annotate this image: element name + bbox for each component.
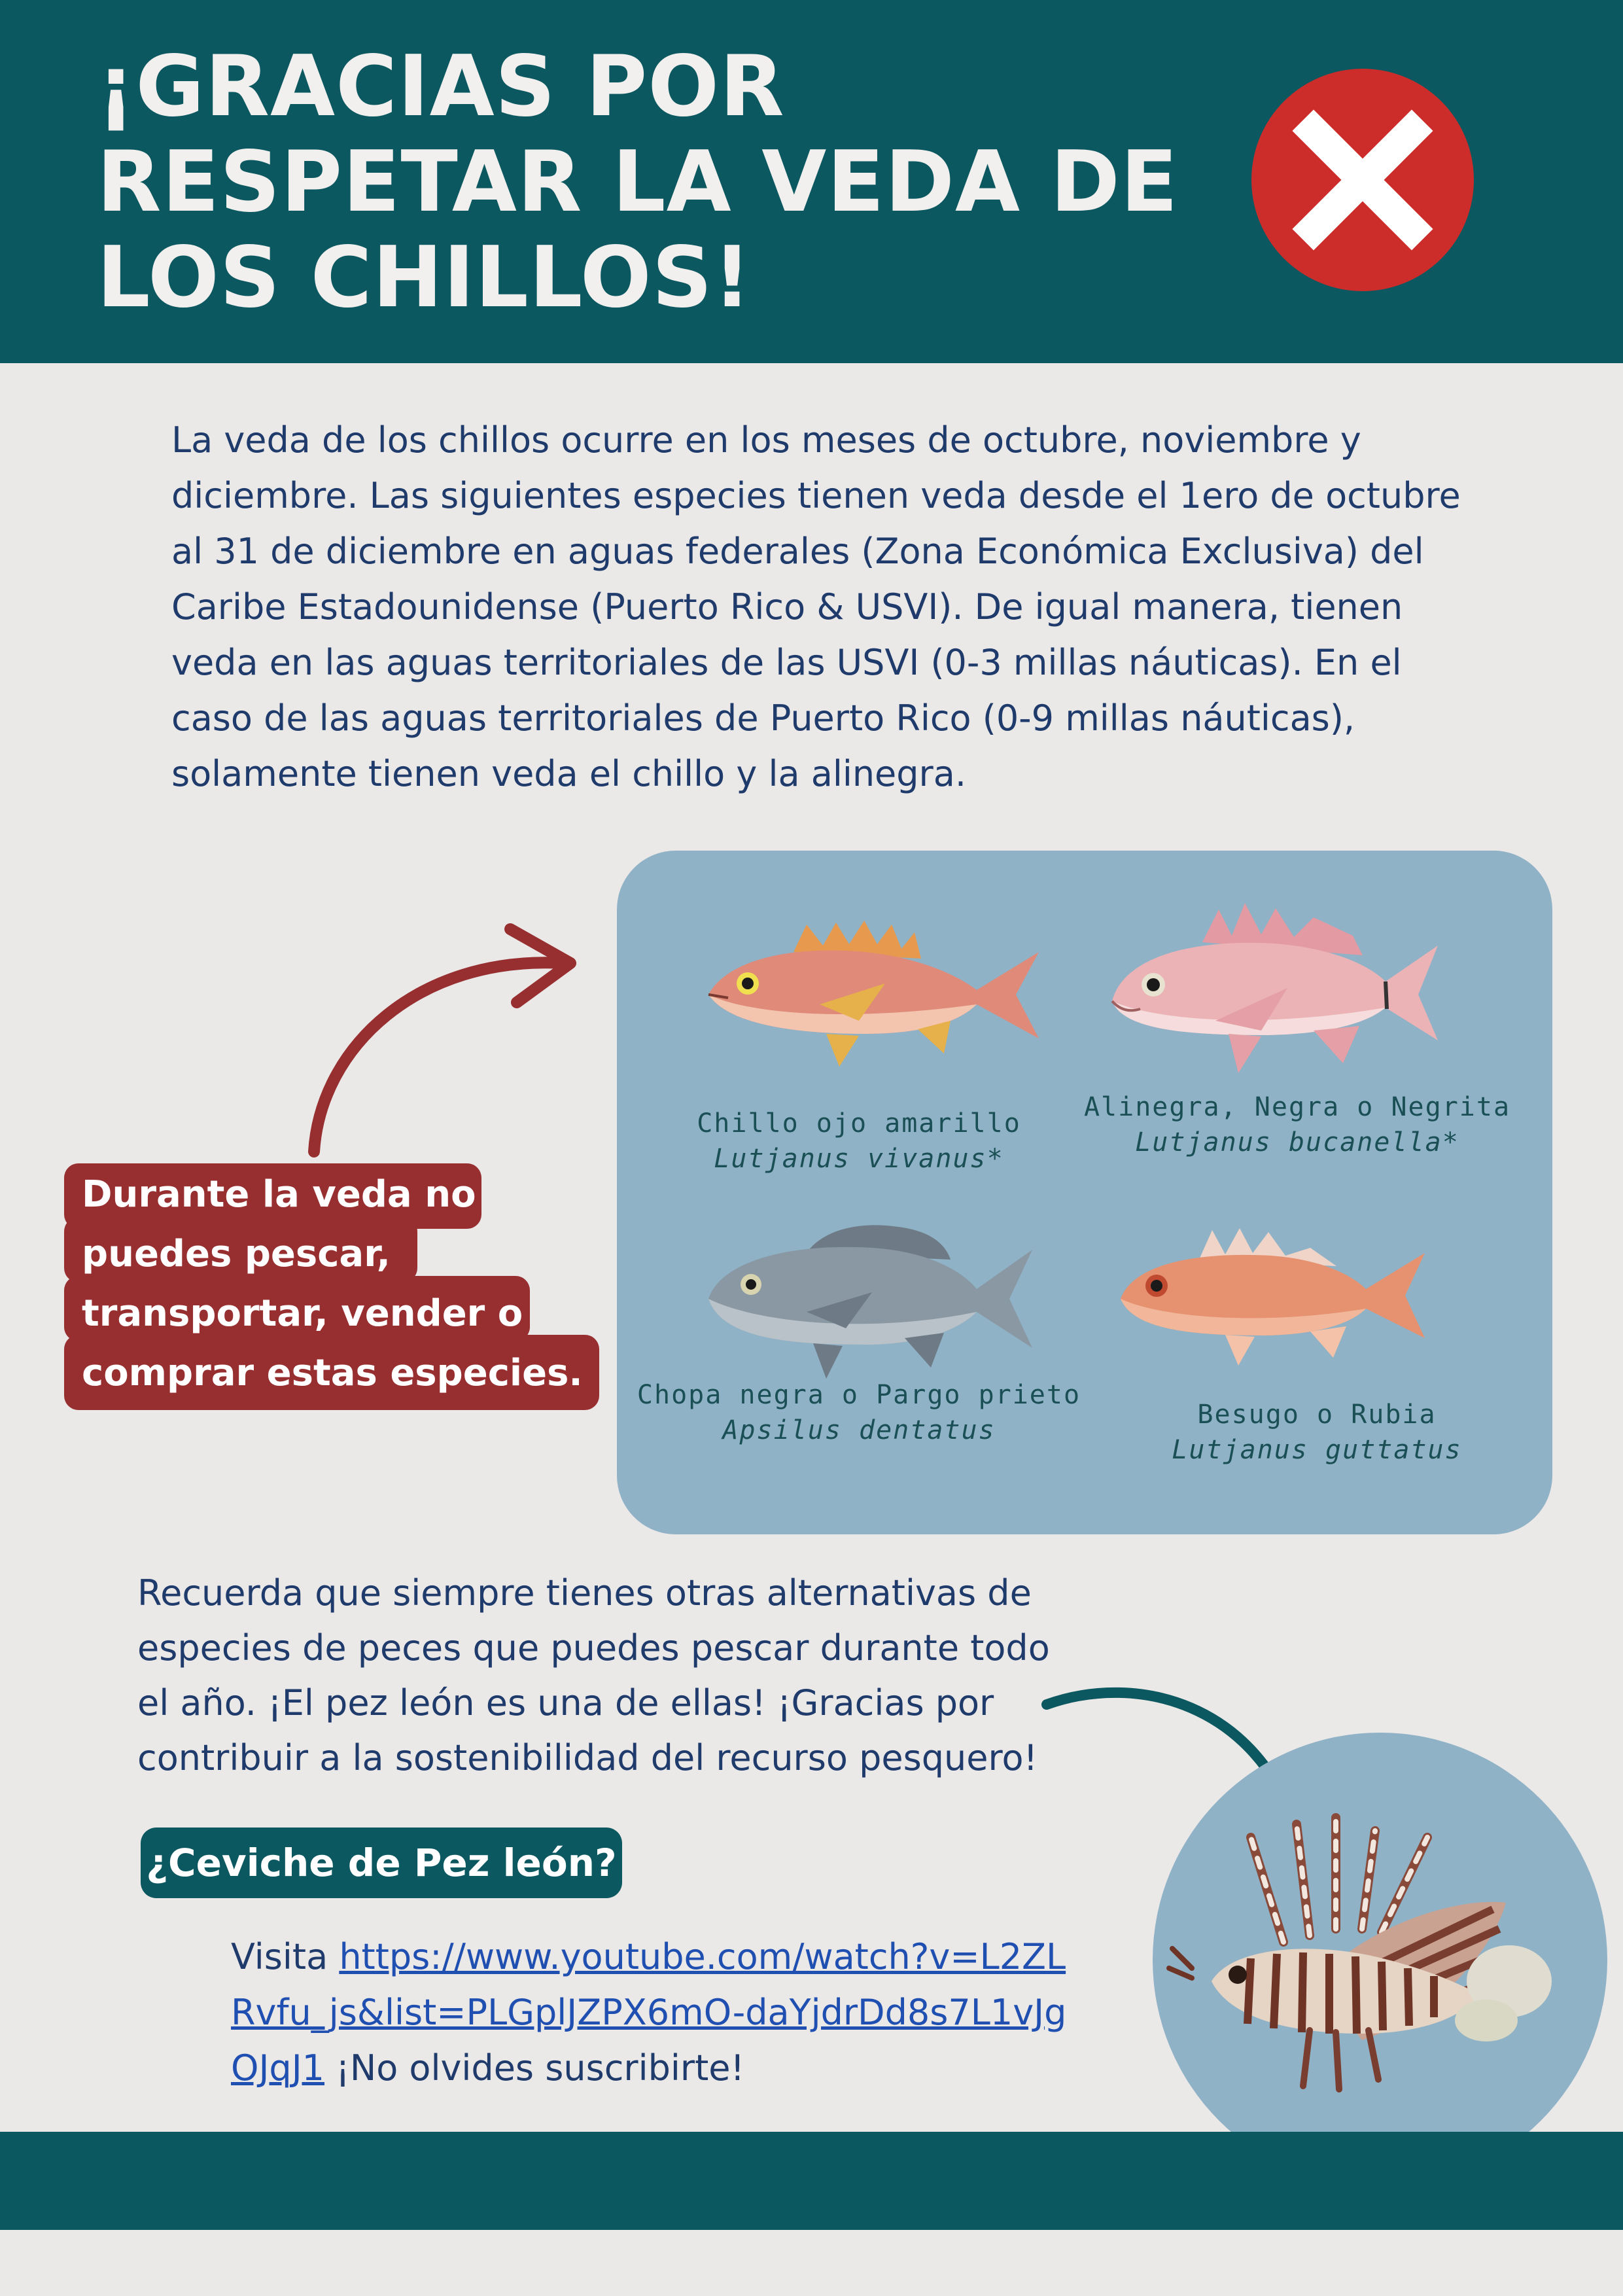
visit-prefix: Visita <box>231 1936 340 1977</box>
chillo-fish-image <box>702 913 1042 1070</box>
warning-text <box>82 1165 618 1403</box>
besugo-fish-image <box>1114 1214 1435 1374</box>
common-name: Chillo ojo amarillo <box>697 1108 1021 1139</box>
common-name: Chopa negra o Pargo prieto <box>637 1380 1081 1410</box>
warning-line-1: Durante la veda no <box>82 1173 476 1216</box>
warning-line-4: comprar estas especies. <box>82 1352 583 1394</box>
scientific-name: Apsilus dentatus <box>722 1415 996 1445</box>
reminder-paragraph: Recuerda que siempre tienes otras alternativas de especies de peces que puedes pescar durante todo el año. ¡El pez león es una de ellas! ¡Gracias por contribuir a la sostenibilidad del recurso pesquero! <box>137 1572 1050 1778</box>
common-name: Besugo o Rubia <box>1197 1400 1437 1430</box>
scientific-name: Lutjanus vivanus* <box>714 1144 1004 1174</box>
common-name: Alinegra, Negra o Negrita <box>1083 1092 1511 1122</box>
species-panel <box>617 851 1552 1534</box>
lionfish-image <box>1153 1733 1607 2187</box>
alinegra-fish-image <box>1104 890 1444 1080</box>
chopa-fish-image <box>702 1207 1042 1384</box>
youtube-link[interactable]: https://www.youtube.com/watch?v=L2ZLRvfu_js&list=PLGplJZPX6mO-daYjdrDd8s7L1vJgOJqJ1 <box>231 1936 1067 2089</box>
scientific-name: Lutjanus guttatus <box>1172 1435 1462 1465</box>
lionfish-circle <box>1153 1733 1607 2187</box>
fish-label-chillo <box>630 1106 1088 1176</box>
header-banner <box>0 0 1623 363</box>
intro-paragraph: La veda de los chillos ocurre en los meses de octubre, noviembre y diciembre. Las siguientes especies tienen veda desde el 1ero de octubre al 31 de diciembre en aguas federales (Zona Económica Exclusiva) del Caribe Estadounidense (Puerto Rico & USVI). De igual manera, tienen veda en las aguas territoriales de las USVI (0-3 millas náuticas). En el caso de las aguas territoriales de Puerto Rico (0-9 millas náuticas), solamente tienen veda el chillo y la alinegra. <box>171 419 1461 794</box>
close-x-icon <box>1251 69 1474 291</box>
red-arrow-icon <box>288 916 589 1165</box>
fish-label-chopa <box>617 1377 1101 1448</box>
fish-label-besugo <box>1101 1397 1533 1468</box>
visit-suffix: ¡No olvides suscribirte! <box>324 2047 745 2089</box>
warning-line-3: transportar, vender o <box>82 1292 523 1335</box>
scientific-name: Lutjanus bucanella* <box>1135 1127 1459 1157</box>
warning-line-2: puedes pescar, <box>82 1233 391 1275</box>
fish-label-alinegra <box>1068 1089 1526 1160</box>
ceviche-button[interactable]: ¿Ceviche de Pez león? <box>141 1828 622 1898</box>
page-title: ¡GRACIAS POR RESPETAR LA VEDA DE LOS CHILLOS! <box>97 38 1179 327</box>
footer-bar <box>0 2132 1623 2230</box>
visit-paragraph <box>231 1929 1081 2096</box>
